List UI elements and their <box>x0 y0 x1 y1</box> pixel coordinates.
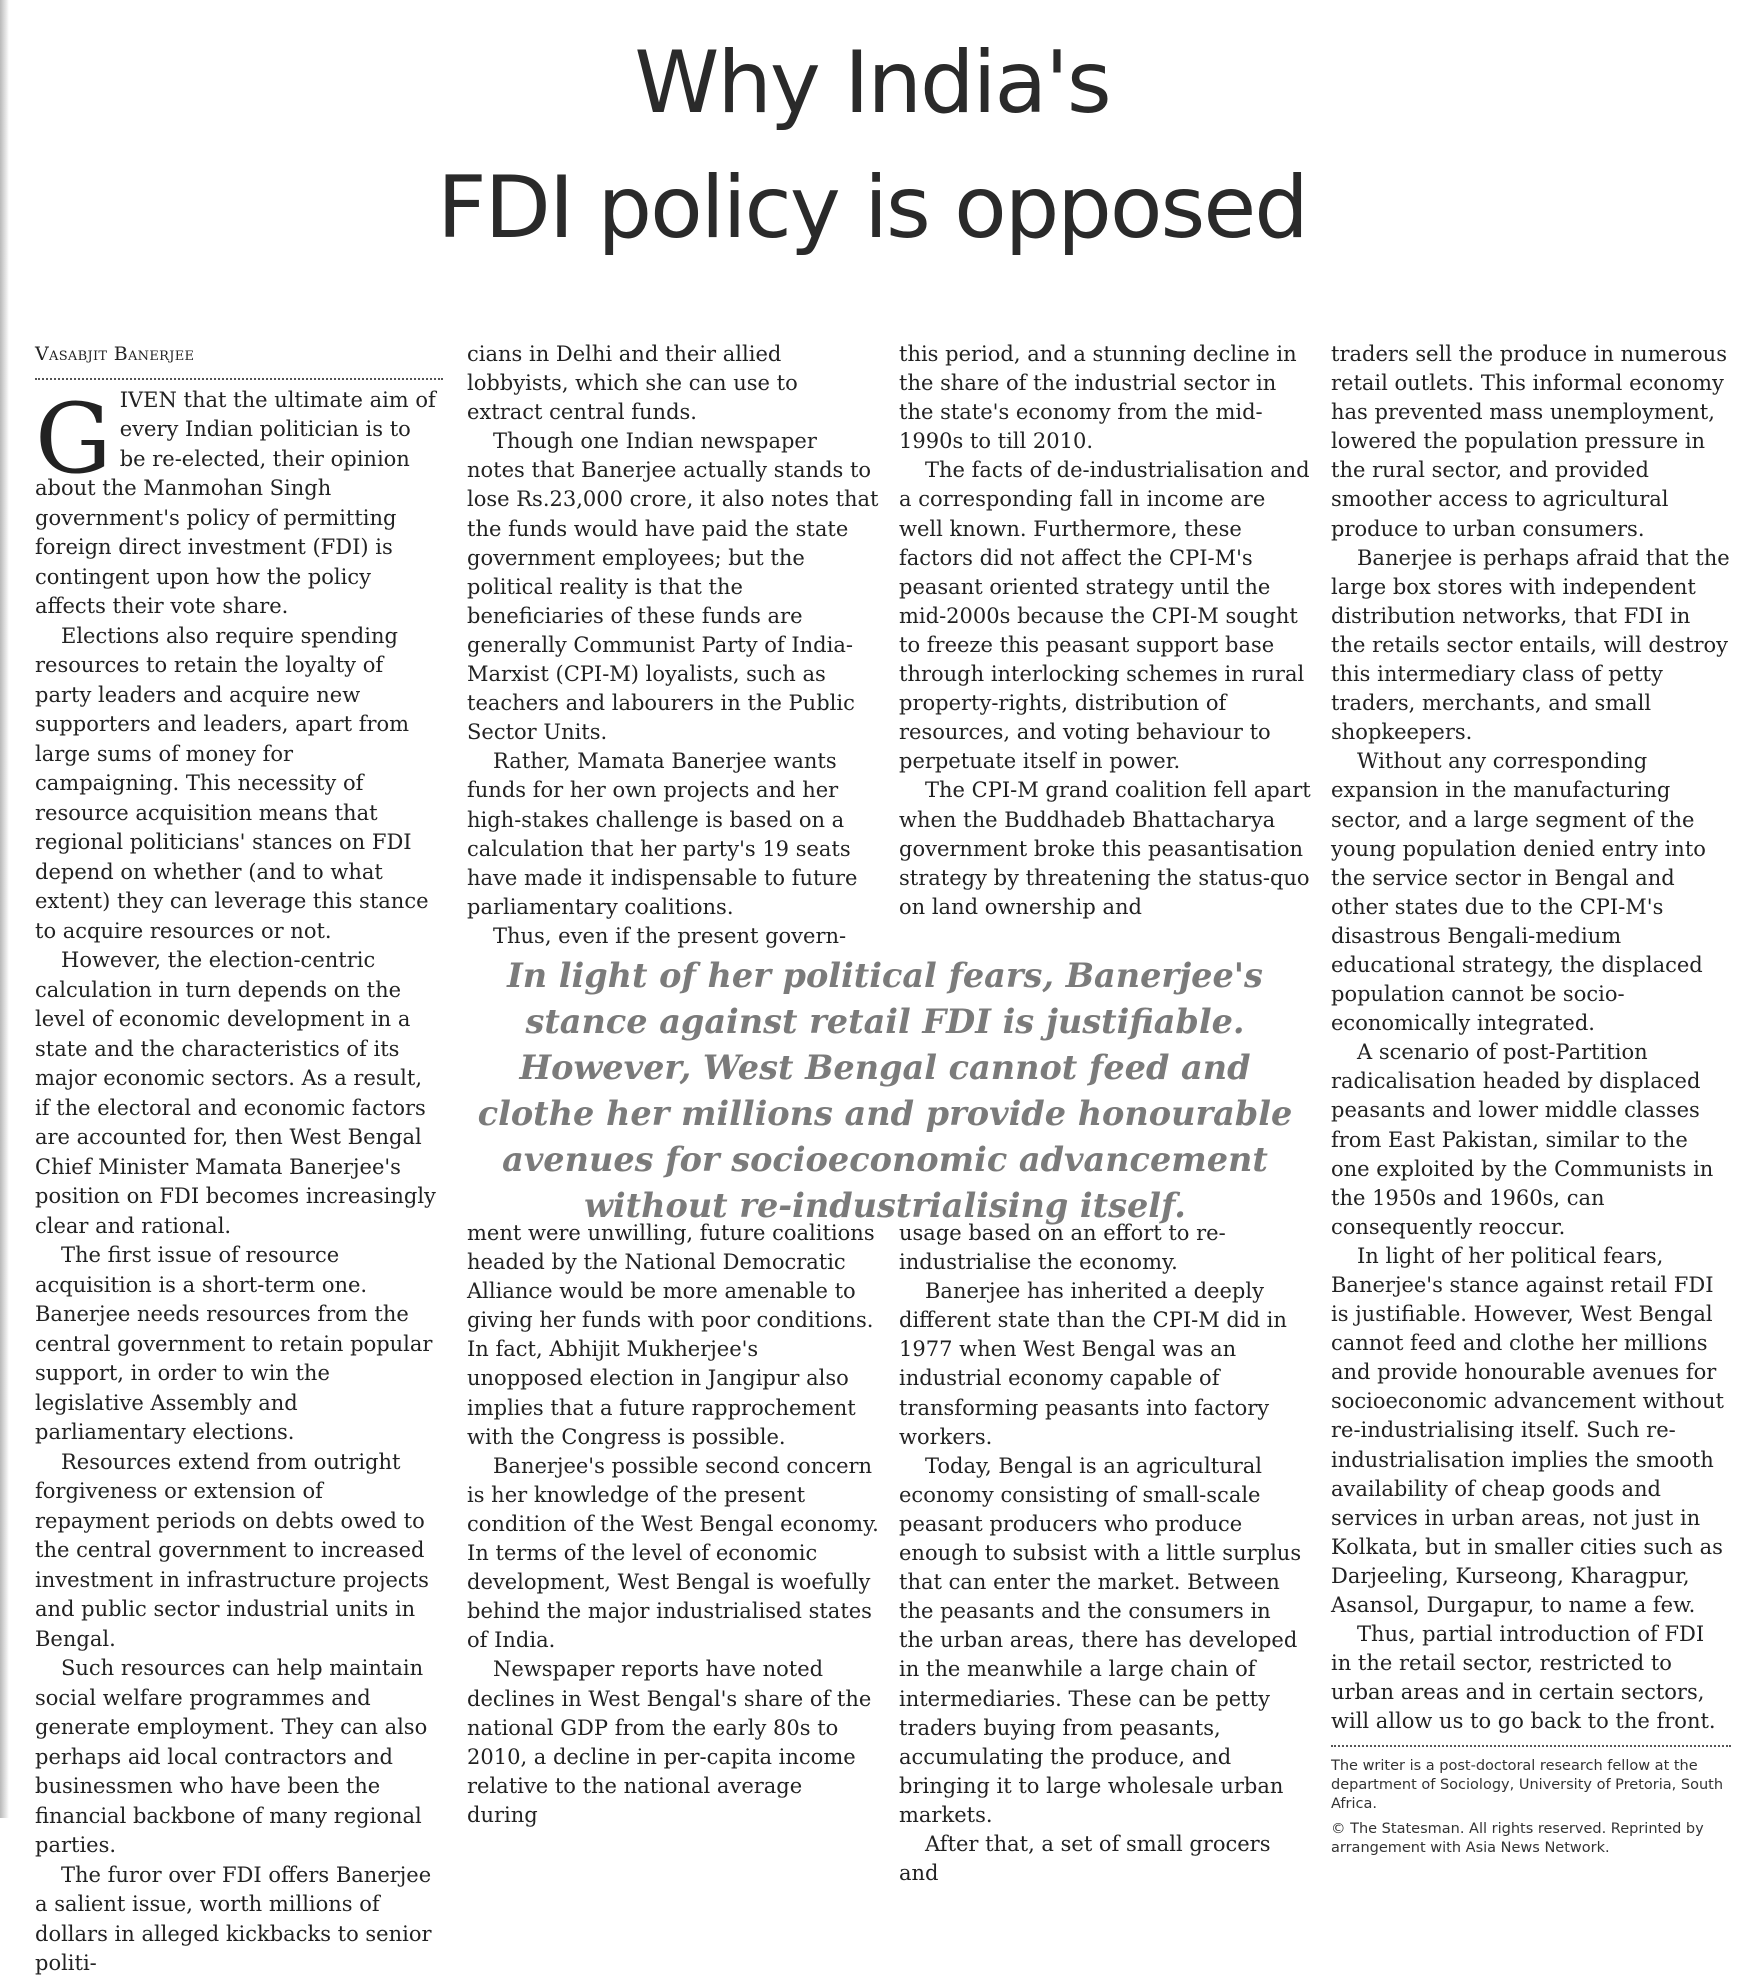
col1-paragraph: The first issue of resource acquisition is a short-term one. Banerjee needs resources from the central government to retain popular support, in order to win the legislative Assembly and parliamentary elections. <box>35 1243 433 1444</box>
article-column-3-bottom <box>899 1219 1311 1888</box>
col1-paragraph: Resources extend from outright forgiveness or extension of repayment periods on debts owed to the central government to increased investment in infrastructure projects and public sector industrial units in Bengal. <box>35 1449 429 1651</box>
col4-paragraph: In light of her political fears, Banerjee's stance against retail FDI is justifiable. However, West Bengal cannot feed and clothe her millions and provide honourable avenues for socioeconomic advancement without re-industrialising itself. Such re-industrialisation implies the smooth availability of cheap goods and services in urban areas, not just in Kolkata, but in smaller cities such as Darjeeling, Kurseong, Kharagpur, Asansol, Durgapur, to name a few. <box>1331 1243 1724 1618</box>
col4-paragraph: Without any corresponding expansion in the manufacturing sector, and a large segment of the young population denied entry into the service sector in Bengal and other states due to the CPI-M's disastrous Bengali-medium educational strategy, the displaced population cannot be socio-economically integrated. <box>1331 749 1706 1036</box>
pull-quote: In light of her political fears, Banerjee's stance against retail FDI is justifiable. However, West Bengal cannot feed and clothe her millions and provide honourable avenues for socioeconomic advancement without re-industrialising itself. <box>477 956 1293 1225</box>
footnote-divider <box>1331 1745 1731 1747</box>
col2-paragraph: Though one Indian newspaper notes that Banerjee actually stands to lose Rs.23,000 crore, it also notes that the funds would have paid the state government employees; but the political reality is that the beneficiaries of these funds are generally Communist Party of India-Marxist (CPI-M) loyalists, such as teachers and labourers in the Public Sector Units. <box>467 429 879 745</box>
col4-paragraph: A scenario of post-Partition radicalisation headed by displaced peasants and lower middle classes from East Pakistan, similar to the one exploited by the Communists in the 1950s and 1960s, can consequently reoccur. <box>1331 1040 1714 1239</box>
col2-paragraph: Newspaper reports have noted declines in West Bengal's share of the national GDP from the early 80s to 2010, a decline in per-capita income relative to the national average during <box>467 1657 872 1827</box>
article-column-4 <box>1331 340 1731 1858</box>
article-column-2-top <box>467 340 879 951</box>
scan-edge-shadow <box>0 0 9 1818</box>
col3-paragraph: Today, Bengal is an agricultural economy consisting of small-scale peasant producers who produce enough to subsist with a little surplus that can enter the market. Between the peasants and the consumers in the urban areas, there has developed in the meanwhile a large chain of intermediaries. These can be petty traders buying from peasants, accumulating the produce, and bringing it to large wholesale urban markets. <box>899 1453 1302 1827</box>
col3-paragraph: Banerjee has inherited a deeply different state than the CPI-M did in 1977 when West Bengal was an industrial economy capable of transforming peasants into factory workers. <box>899 1279 1287 1449</box>
author-note: The writer is a post-doctoral research fellow at the department of Sociology, University of Pretoria, South Africa. <box>1331 1757 1724 1812</box>
byline-divider <box>35 378 443 380</box>
col1-paragraph: GIVEN that the ultimate aim of every Indian politician is to be re-elected, their opinion about the Manmohan Singh government's policy of permitting foreign direct investment (FDI) is contingent upon how the policy affects their vote share. <box>35 382 436 618</box>
col3-paragraph: this period, and a stunning decline in the share of the industrial sector in the state's economy from the mid-1990s to till 2010. <box>899 342 1297 454</box>
col1-paragraph: Such resources can help maintain social welfare programmes and generate employment. They can also perhaps aid local contractors and businessmen who have been the financial backbone of many regional parties. <box>35 1656 428 1857</box>
col2-paragraph: Banerjee's possible second concern is her knowledge of the present condition of the West Bengal economy. In terms of the level of economic development, West Bengal is woefully behind the major industrialised states of India. <box>467 1453 879 1653</box>
byline: Vasabjit Banerjee <box>35 343 195 365</box>
col4-paragraph: Banerjee is perhaps afraid that the large box stores with independent distribution networks, that FDI in the retails sector entails, will destroy this intermediary class of petty traders, merchants, and small shopkeepers. <box>1331 545 1730 745</box>
col1-paragraph: The furor over FDI offers Banerjee a salient issue, worth millions of dollars in alleged kickbacks to senior politi- <box>35 1862 432 1975</box>
col1-paragraph: Elections also require spending resources to retain the loyalty of party leaders and acquire new supporters and leaders, apart from large sums of money for campaigning. This necessity of resource acquisition means that regional politicians' stances on FDI depend on whether (and to what extent) they can leverage this stance to acquire resources or not. <box>35 623 429 943</box>
col3-paragraph: The CPI-M grand coalition fell apart when the Buddhadeb Bhattacharya government broke this peasantisation strategy by threatening the status-quo on land ownership and <box>899 778 1311 919</box>
col3-paragraph: After that, a set of small grocers and <box>899 1831 1271 1886</box>
col1-paragraph: However, the election-centric calculation in turn depends on the level of economic development in a state and the characteristics of its major economic sectors. As a result, if the electoral and economic factors are accounted for, then West Bengal Chief Minister Mamata Banerjee's position on FDI becomes increasingly clear and rational. <box>35 948 436 1238</box>
col2-paragraph: Rather, Mamata Banerjee wants funds for her own projects and her high-stakes challenge is based on a calculation that her party's 19 seats have made it indispensable to future parliamentary coalitions. <box>467 749 858 919</box>
drop-cap: G <box>35 382 112 495</box>
col4-paragraph: Thus, partial introduction of FDI in the retail sector, restricted to urban areas and in certain sectors, will allow us to go back to the front. <box>1331 1622 1716 1734</box>
col3-paragraph: usage based on an effort to re-industrialise the economy. <box>899 1221 1226 1275</box>
col2-paragraph: cians in Delhi and their allied lobbyists, which she can use to extract central funds. <box>467 342 798 425</box>
col3-paragraph: The facts of de-industrialisation and a corresponding fall in income are well known. Furthermore, these factors did not affect the CPI-M's peasant oriented strategy until the mid-2000s because the CPI-M sought to freeze this peasant support base through interlocking schemes in rural property-rights, distribution of resources, and voting behaviour to perpetuate itself in power. <box>899 458 1310 774</box>
article-column-1 <box>35 340 443 1979</box>
headline-line-2: FDI policy is opposed <box>437 158 1307 258</box>
copyright-note: © The Statesman. All rights reserved. Reprinted by arrangement with Asia News Network. <box>1331 1820 1704 1856</box>
col4-paragraph: traders sell the produce in numerous retail outlets. This informal economy has prevented mass unemployment, lowered the population pressure in the rural sector, and provided smoother access to agricultural produce to urban consumers. <box>1331 342 1727 541</box>
col2-paragraph: Thus, even if the present govern- <box>493 923 847 948</box>
article-column-2-bottom <box>467 1219 879 1830</box>
col2-paragraph: ment were unwilling, future coalitions headed by the National Democratic Alliance would be more amenable to giving her funds with poor conditions. In fact, Abhijit Mukherjee's unopposed election in Jangipur also implies that a future rapprochement with the Congress is possible. <box>467 1221 875 1449</box>
headline-line-1: Why India's <box>634 33 1110 133</box>
article-column-3-top <box>899 340 1311 922</box>
